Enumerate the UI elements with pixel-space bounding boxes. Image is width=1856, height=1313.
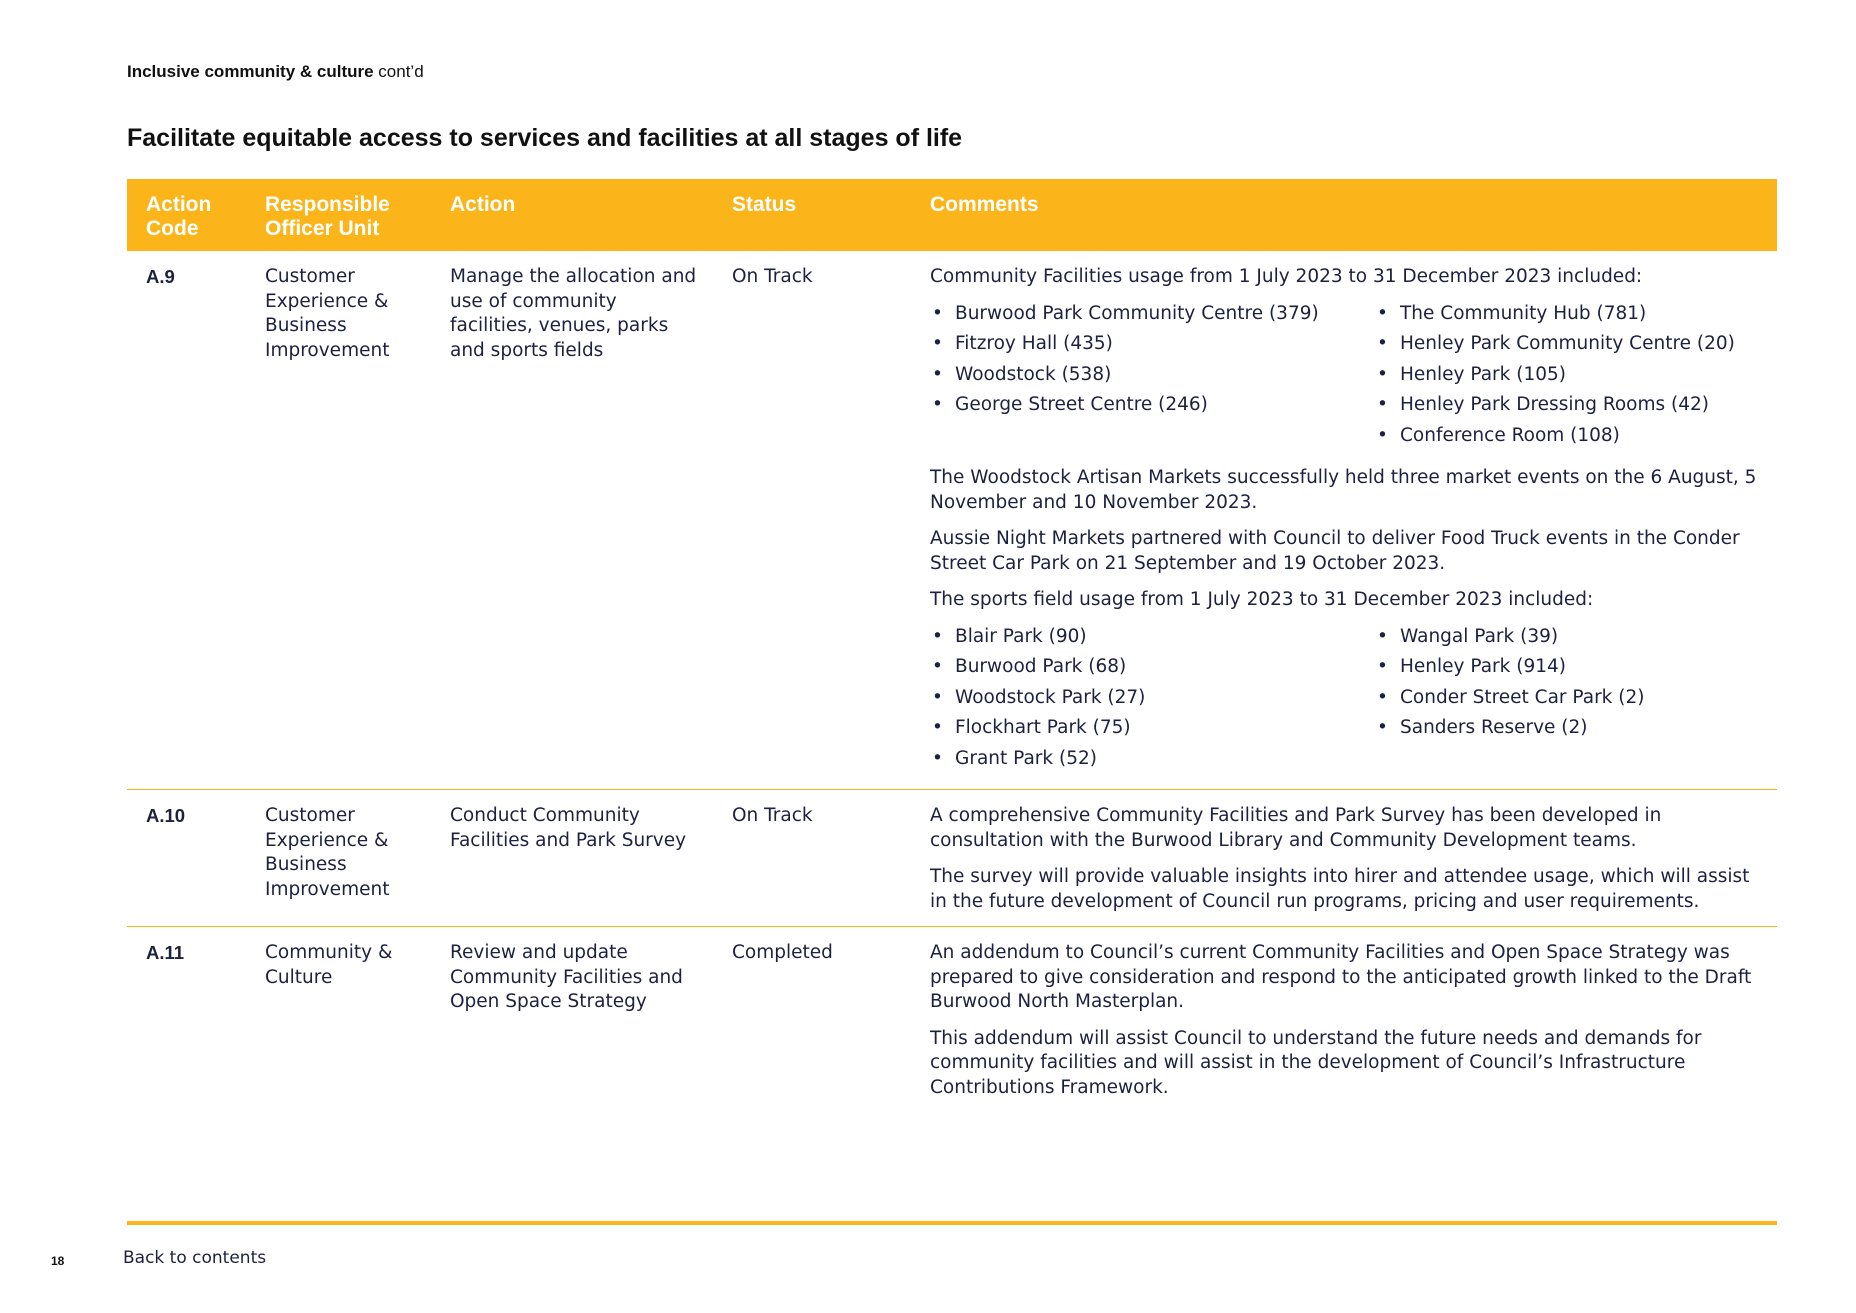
sports-field-usage-list <box>930 625 1769 778</box>
action-code: A.11 <box>127 927 246 1113</box>
comment-paragraph: The survey will provide valuable insights into hirer and attendee usage, which will assist in the future development of Council run programs, pricing and user requirements. <box>930 866 1750 912</box>
comment-paragraph: This addendum will assist Council to understand the future needs and demands for community facilities and will assist in the development of Council’s Infrastructure Contributions Framework. <box>930 1027 1702 1098</box>
officer-unit: Customer Experience & Business Improvement <box>246 790 431 927</box>
list-item: • Conference Room (108) <box>1375 424 1735 449</box>
list-item: • Henley Park Community Centre (20) <box>1375 332 1735 357</box>
list-item: • Henley Park (105) <box>1375 363 1735 388</box>
header-officer-unit: Responsible Officer Unit <box>246 179 431 251</box>
header-comments: Comments <box>911 179 1777 251</box>
list-item: • George Street Centre (246) <box>930 393 1375 418</box>
list-item: • Conder Street Car Park (2) <box>1375 686 1644 711</box>
comment-paragraph: The Woodstock Artisan Markets successfully held three market events on the 6 August, 5 November and 10 November 2023. <box>930 467 1757 513</box>
page-title: Facilitate equitable access to services and facilities at all stages of life <box>127 124 963 152</box>
header-status: Status <box>713 179 911 251</box>
facilities-usage-list <box>930 302 1769 455</box>
table-header <box>127 179 1777 251</box>
comment-paragraph: An addendum to Council’s current Community Facilities and Open Space Strategy was prepared to give consideration and respond to the anticipated growth linked to the Draft Burwood North Masterplan. <box>930 942 1752 1012</box>
list-item: • Fitzroy Hall (435) <box>930 332 1375 357</box>
comments <box>911 927 1777 1113</box>
bullet-column-right <box>1375 302 1735 455</box>
list-item: • Burwood Park Community Centre (379) <box>930 302 1375 327</box>
page-number: 18 <box>51 1254 65 1268</box>
status: On Track <box>713 790 911 927</box>
action-description: Review and update Community Facilities and Open Space Strategy <box>431 927 713 1113</box>
action-description: Conduct Community Facilities and Park Survey <box>431 790 713 927</box>
list-item: • Henley Park Dressing Rooms (42) <box>1375 393 1735 418</box>
section-label-bold: Inclusive community & culture <box>127 62 374 81</box>
comment-paragraph: The sports field usage from 1 July 2023 to 31 December 2023 included: <box>930 589 1594 610</box>
bullet-column-left <box>930 302 1375 455</box>
header-action: Action <box>431 179 713 251</box>
list-item: • Henley Park (914) <box>1375 655 1644 680</box>
header-action-code: Action Code <box>127 179 246 251</box>
list-item: • Blair Park (90) <box>930 625 1375 650</box>
list-item: • Flockhart Park (75) <box>930 716 1375 741</box>
footer-divider <box>127 1221 1777 1225</box>
comments <box>911 251 1777 790</box>
status: On Track <box>732 266 813 287</box>
back-to-contents-link[interactable]: Back to contents <box>123 1248 267 1268</box>
comment-paragraph: Aussie Night Markets partnered with Council to deliver Food Truck events in the Conder Street Car Park on 21 September and 19 October 2023. <box>930 528 1740 574</box>
table-row <box>127 927 1777 1113</box>
list-item: • Wangal Park (39) <box>1375 625 1644 650</box>
bullet-column-left <box>930 625 1375 778</box>
list-item: • Woodstock (538) <box>930 363 1375 388</box>
status: Completed <box>713 927 911 1113</box>
section-label <box>127 62 424 82</box>
list-item: • Grant Park (52) <box>930 747 1375 772</box>
officer-unit: Community & Culture <box>246 927 431 1113</box>
table-row <box>127 790 1777 927</box>
section-label-rest: cont’d <box>373 62 424 81</box>
officer-unit: Customer Experience & Business Improvement <box>265 266 390 361</box>
action-description: Manage the allocation and use of community facilities, venues, parks and sports fields <box>450 266 697 361</box>
action-code: A.10 <box>127 790 246 927</box>
table-row <box>127 251 1777 790</box>
list-item: • The Community Hub (781) <box>1375 302 1735 327</box>
comment-paragraph: A comprehensive Community Facilities and Park Survey has been developed in consultation with the Burwood Library and Community Development teams. <box>930 805 1662 851</box>
list-item: • Sanders Reserve (2) <box>1375 716 1644 741</box>
action-code: A.9 <box>146 266 175 287</box>
list-item: • Burwood Park (68) <box>930 655 1375 680</box>
list-item: • Woodstock Park (27) <box>930 686 1375 711</box>
header-row <box>127 179 1777 251</box>
actions-table <box>127 179 1777 1112</box>
comments <box>911 790 1777 927</box>
comment-paragraph: Community Facilities usage from 1 July 2023 to 31 December 2023 included: <box>930 266 1643 287</box>
bullet-column-right <box>1375 625 1644 778</box>
